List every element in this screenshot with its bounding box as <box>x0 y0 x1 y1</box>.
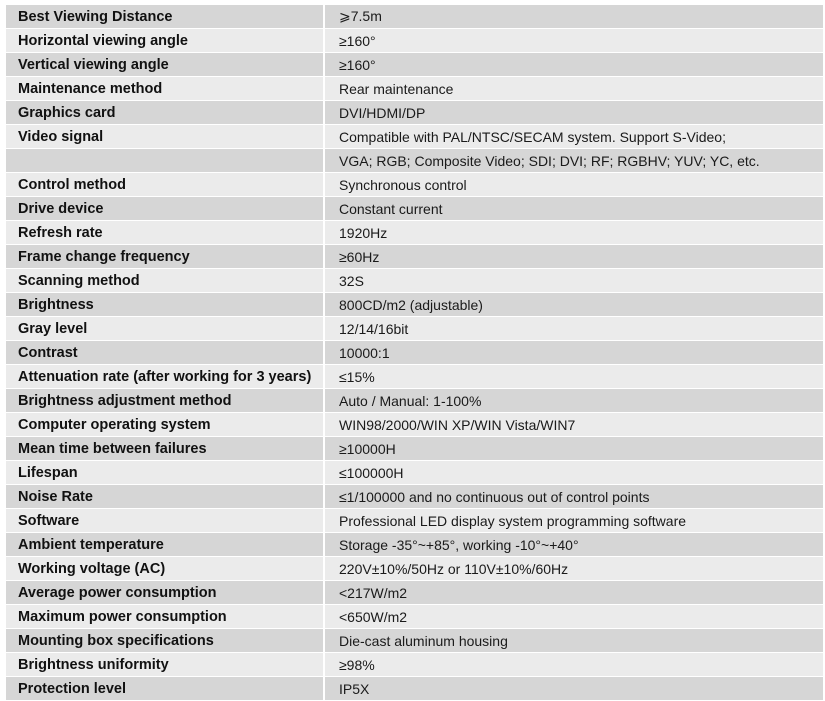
spec-table <box>6 4 823 701</box>
table-row <box>6 605 823 629</box>
spec-value: Synchronous control <box>324 173 823 197</box>
spec-label: Attenuation rate (after working for 3 years) <box>6 365 324 389</box>
spec-value: ⩾7.5m <box>324 5 823 29</box>
spec-value: Compatible with PAL/NTSC/SECAM system. Support S-Video; <box>324 125 823 149</box>
table-row <box>6 413 823 437</box>
spec-value: DVI/HDMI/DP <box>324 101 823 125</box>
spec-label: Refresh rate <box>6 221 324 245</box>
table-row <box>6 341 823 365</box>
spec-value: 10000:1 <box>324 341 823 365</box>
table-row <box>6 269 823 293</box>
spec-value: 12/14/16bit <box>324 317 823 341</box>
spec-value: ≥160° <box>324 53 823 77</box>
spec-value: ≥98% <box>324 653 823 677</box>
spec-label: Ambient temperature <box>6 533 324 557</box>
spec-value: 220V±10%/50Hz or 110V±10%/60Hz <box>324 557 823 581</box>
table-row <box>6 149 823 173</box>
table-row <box>6 221 823 245</box>
spec-label: Lifespan <box>6 461 324 485</box>
spec-label: Scanning method <box>6 269 324 293</box>
spec-value: Die-cast aluminum housing <box>324 629 823 653</box>
spec-value: <650W/m2 <box>324 605 823 629</box>
spec-label: Brightness adjustment method <box>6 389 324 413</box>
table-row <box>6 461 823 485</box>
table-row <box>6 101 823 125</box>
table-row <box>6 29 823 53</box>
spec-value: IP5X <box>324 677 823 701</box>
spec-label <box>6 149 324 173</box>
spec-label: Maintenance method <box>6 77 324 101</box>
spec-value: ≤15% <box>324 365 823 389</box>
table-row <box>6 677 823 701</box>
spec-label: Protection level <box>6 677 324 701</box>
spec-label: Vertical viewing angle <box>6 53 324 77</box>
table-row <box>6 437 823 461</box>
table-row <box>6 53 823 77</box>
table-row <box>6 581 823 605</box>
spec-label: Graphics card <box>6 101 324 125</box>
spec-label: Drive device <box>6 197 324 221</box>
table-row <box>6 365 823 389</box>
spec-label: Video signal <box>6 125 324 149</box>
spec-value: VGA; RGB; Composite Video; SDI; DVI; RF; RGBHV; YUV; YC, etc. <box>324 149 823 173</box>
spec-label: Brightness <box>6 293 324 317</box>
table-row <box>6 629 823 653</box>
table-row <box>6 173 823 197</box>
spec-label: Average power consumption <box>6 581 324 605</box>
spec-label: Mean time between failures <box>6 437 324 461</box>
spec-value: Auto / Manual: 1-100% <box>324 389 823 413</box>
spec-value: 32S <box>324 269 823 293</box>
table-row <box>6 293 823 317</box>
spec-value: Storage -35°~+85°, working -10°~+40° <box>324 533 823 557</box>
table-row <box>6 557 823 581</box>
spec-value: Rear maintenance <box>324 77 823 101</box>
spec-value: 800CD/m2 (adjustable) <box>324 293 823 317</box>
spec-value: 1920Hz <box>324 221 823 245</box>
spec-value: WIN98/2000/WIN XP/WIN Vista/WIN7 <box>324 413 823 437</box>
table-row <box>6 485 823 509</box>
spec-label: Horizontal viewing angle <box>6 29 324 53</box>
table-row <box>6 389 823 413</box>
spec-label: Best Viewing Distance <box>6 5 324 29</box>
spec-value: ≥60Hz <box>324 245 823 269</box>
spec-value: ≥160° <box>324 29 823 53</box>
table-row <box>6 245 823 269</box>
spec-label: Noise Rate <box>6 485 324 509</box>
spec-label: Computer operating system <box>6 413 324 437</box>
spec-label: Frame change frequency <box>6 245 324 269</box>
spec-label: Working voltage (AC) <box>6 557 324 581</box>
table-row <box>6 5 823 29</box>
spec-label: Control method <box>6 173 324 197</box>
spec-label: Brightness uniformity <box>6 653 324 677</box>
table-row <box>6 509 823 533</box>
spec-value: Constant current <box>324 197 823 221</box>
table-row <box>6 125 823 149</box>
spec-label: Contrast <box>6 341 324 365</box>
spec-value: ≤1/100000 and no continuous out of control points <box>324 485 823 509</box>
spec-value: Professional LED display system programming software <box>324 509 823 533</box>
spec-label: Maximum power consumption <box>6 605 324 629</box>
table-row <box>6 77 823 101</box>
spec-value: <217W/m2 <box>324 581 823 605</box>
spec-label: Software <box>6 509 324 533</box>
spec-label: Mounting box specifications <box>6 629 324 653</box>
table-row <box>6 197 823 221</box>
spec-value: ≤100000H <box>324 461 823 485</box>
table-row <box>6 317 823 341</box>
table-row <box>6 533 823 557</box>
spec-value: ≥10000H <box>324 437 823 461</box>
spec-label: Gray level <box>6 317 324 341</box>
